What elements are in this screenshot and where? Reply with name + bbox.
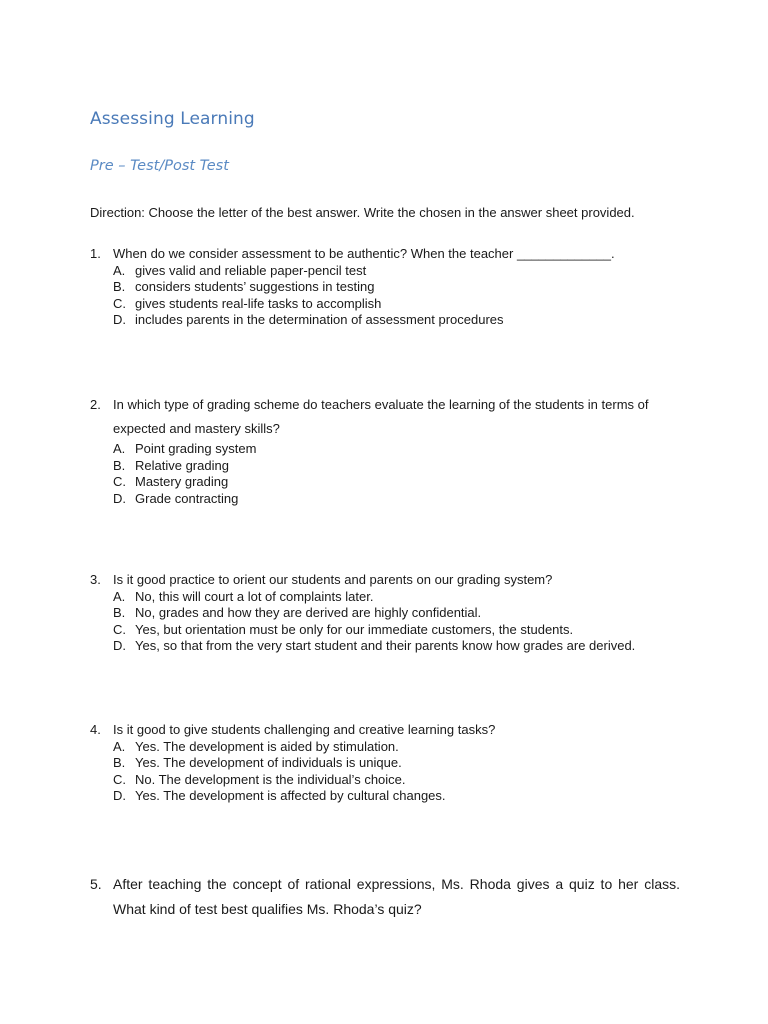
- option-text: No. The development is the individual’s choice.: [135, 771, 406, 787]
- option-text: gives students real-life tasks to accomplish: [135, 295, 382, 311]
- question-number: 1.: [90, 246, 101, 261]
- options-list: [90, 441, 680, 507]
- question-4: [90, 722, 680, 805]
- document-title: Assessing Learning: [90, 109, 255, 129]
- option-text: Relative grading: [135, 457, 229, 473]
- option-text: Point grading system: [135, 441, 257, 456]
- question-text: In which type of grading scheme do teachers evaluate the learning of the students in terms of expected and mastery skills?: [113, 397, 649, 436]
- option-letter: C.: [113, 621, 126, 637]
- option-c: [113, 296, 680, 313]
- option-text: No, grades and how they are derived are highly confidential.: [135, 605, 482, 620]
- option-b: [113, 458, 680, 475]
- option-letter: D.: [113, 638, 126, 653]
- option-d: [113, 638, 680, 655]
- options-list: [90, 263, 680, 329]
- option-b: [113, 755, 680, 772]
- question-2: [90, 393, 680, 507]
- option-letter: B.: [113, 457, 126, 473]
- option-a: [113, 739, 680, 756]
- document-subtitle: Pre – Test/Post Test: [90, 158, 229, 174]
- option-text: Mastery grading: [135, 474, 229, 489]
- option-b: [113, 605, 680, 622]
- question-3: [90, 572, 680, 655]
- option-text: Yes, but orientation must be only for our immediate customers, the students.: [135, 621, 574, 637]
- option-letter: B.: [113, 755, 126, 770]
- option-letter: B.: [113, 605, 126, 620]
- question-text: After teaching the concept of rational expressions, Ms. Rhoda gives a quiz to her class. What kind of test best qualifies Ms. Rhoda’s quiz?: [113, 876, 680, 917]
- option-letter: C.: [113, 474, 126, 489]
- option-d: [113, 788, 680, 805]
- option-b: [113, 279, 680, 296]
- option-text: Yes. The development is aided by stimulation.: [135, 738, 399, 754]
- question-number: 5.: [90, 876, 102, 892]
- option-c: [113, 772, 680, 789]
- option-letter: C.: [113, 771, 126, 787]
- option-letter: D.: [113, 490, 126, 506]
- question-number: 3.: [90, 572, 101, 587]
- options-list: [90, 739, 680, 805]
- option-letter: D.: [113, 312, 126, 327]
- option-text: includes parents in the determination of assessment procedures: [135, 312, 504, 327]
- option-a: [113, 589, 680, 606]
- option-a: [113, 263, 680, 280]
- option-letter: A.: [113, 588, 126, 604]
- options-list: [90, 589, 680, 655]
- option-text: gives valid and reliable paper-pencil test: [135, 262, 367, 278]
- option-text: Grade contracting: [135, 490, 239, 506]
- question-text: When do we consider assessment to be authentic? When the teacher _____________.: [113, 246, 615, 261]
- option-letter: C.: [113, 295, 126, 311]
- option-text: Yes, so that from the very start student and their parents know how grades are derived.: [135, 638, 636, 653]
- question-5: [90, 872, 680, 922]
- question-1: [90, 246, 680, 329]
- direction-text: Direction: Choose the letter of the best answer. Write the chosen in the answer sheet provided.: [90, 205, 635, 220]
- option-letter: B.: [113, 279, 126, 294]
- option-text: Yes. The development of individuals is unique.: [135, 755, 402, 770]
- option-c: [113, 622, 680, 639]
- option-letter: A.: [113, 441, 126, 456]
- option-letter: D.: [113, 788, 126, 803]
- question-number: 4.: [90, 722, 101, 737]
- question-text: Is it good to give students challenging and creative learning tasks?: [113, 722, 496, 737]
- option-d: [113, 491, 680, 508]
- question-number: 2.: [90, 397, 101, 412]
- option-a: [113, 441, 680, 458]
- option-letter: A.: [113, 262, 126, 278]
- question-text: Is it good practice to orient our students and parents on our grading system?: [113, 572, 553, 587]
- option-text: Yes. The development is affected by cultural changes.: [135, 788, 446, 803]
- option-d: [113, 312, 680, 329]
- option-text: considers students’ suggestions in testing: [135, 279, 375, 294]
- option-text: No, this will court a lot of complaints later.: [135, 588, 374, 604]
- option-letter: A.: [113, 738, 126, 754]
- option-c: [113, 474, 680, 491]
